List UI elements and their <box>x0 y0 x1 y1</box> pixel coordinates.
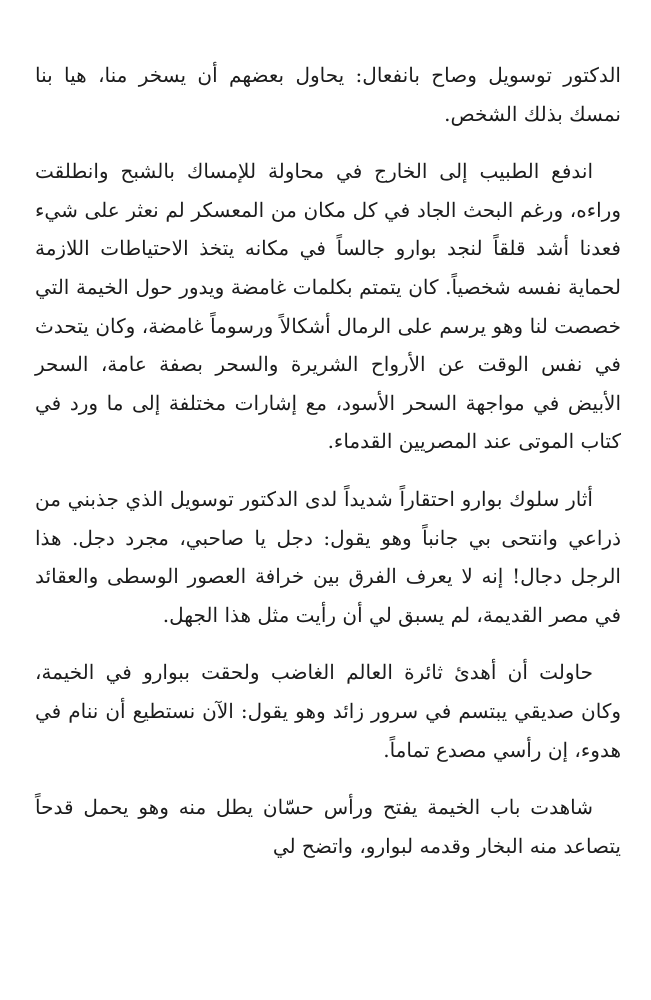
paragraph: أثار سلوك بوارو احتقاراً شديداً لدى الدكتور توسويل الذي جذبني من ذراعي وانتحى بي جانباً وهو يقول: دجل يا صاحبي، مجرد دجل. هذا الرجل دجال! إنه لا يعرف الفرق بين خرافة العصور الوسطى والعقائد في مصر القديمة، لم يسبق لي أن رأيت مثل هذا الجهل. <box>35 486 621 627</box>
paragraph: شاهدت باب الخيمة يفتح ورأس حسّان يطل منه وهو يحمل قدحاً يتصاعد منه البخار وقدمه لبوارو، واتضح لي <box>35 795 621 858</box>
paragraph: اندفع الطبيب إلى الخارج في محاولة للإمساك بالشبح وانطلقت وراءه، ورغم البحث الجاد في كل مكان من المعسكر لم نعثر على شيء فعدنا أشد قلقاً لنجد بوارو جالساً في مكانه يتخذ الاحتياطات اللازمة لحماية نفسه شخصياً. كان يتمتم بكلمات غامضة ويدور حول الخيمة التي خصصت لنا وهو يرسم على الرمال أشكالاً ورسوماً غامضة، وكان يتحدث في نفس الوقت عن الأرواح الشريرة والسحر بصفة عامة، السحر الأبيض في مواجهة السحر الأسود، مع إشارات مختلفة إلى ما ورد في كتاب الموتى عند المصريين القدماء. <box>35 159 621 454</box>
paragraph: حاولت أن أهدئ ثائرة العالم الغاضب ولحقت ببوارو في الخيمة، وكان صديقي يبتسم في سرور زائد وهو يقول: الآن نستطيع أن ننام في هدوء، إن رأسي مصدع تماماً. <box>35 660 621 762</box>
paragraph: الدكتور توسويل وصاح بانفعال: يحاول بعضهم أن يسخر منا، هيا بنا نمسك بذلك الشخص. <box>35 63 621 126</box>
